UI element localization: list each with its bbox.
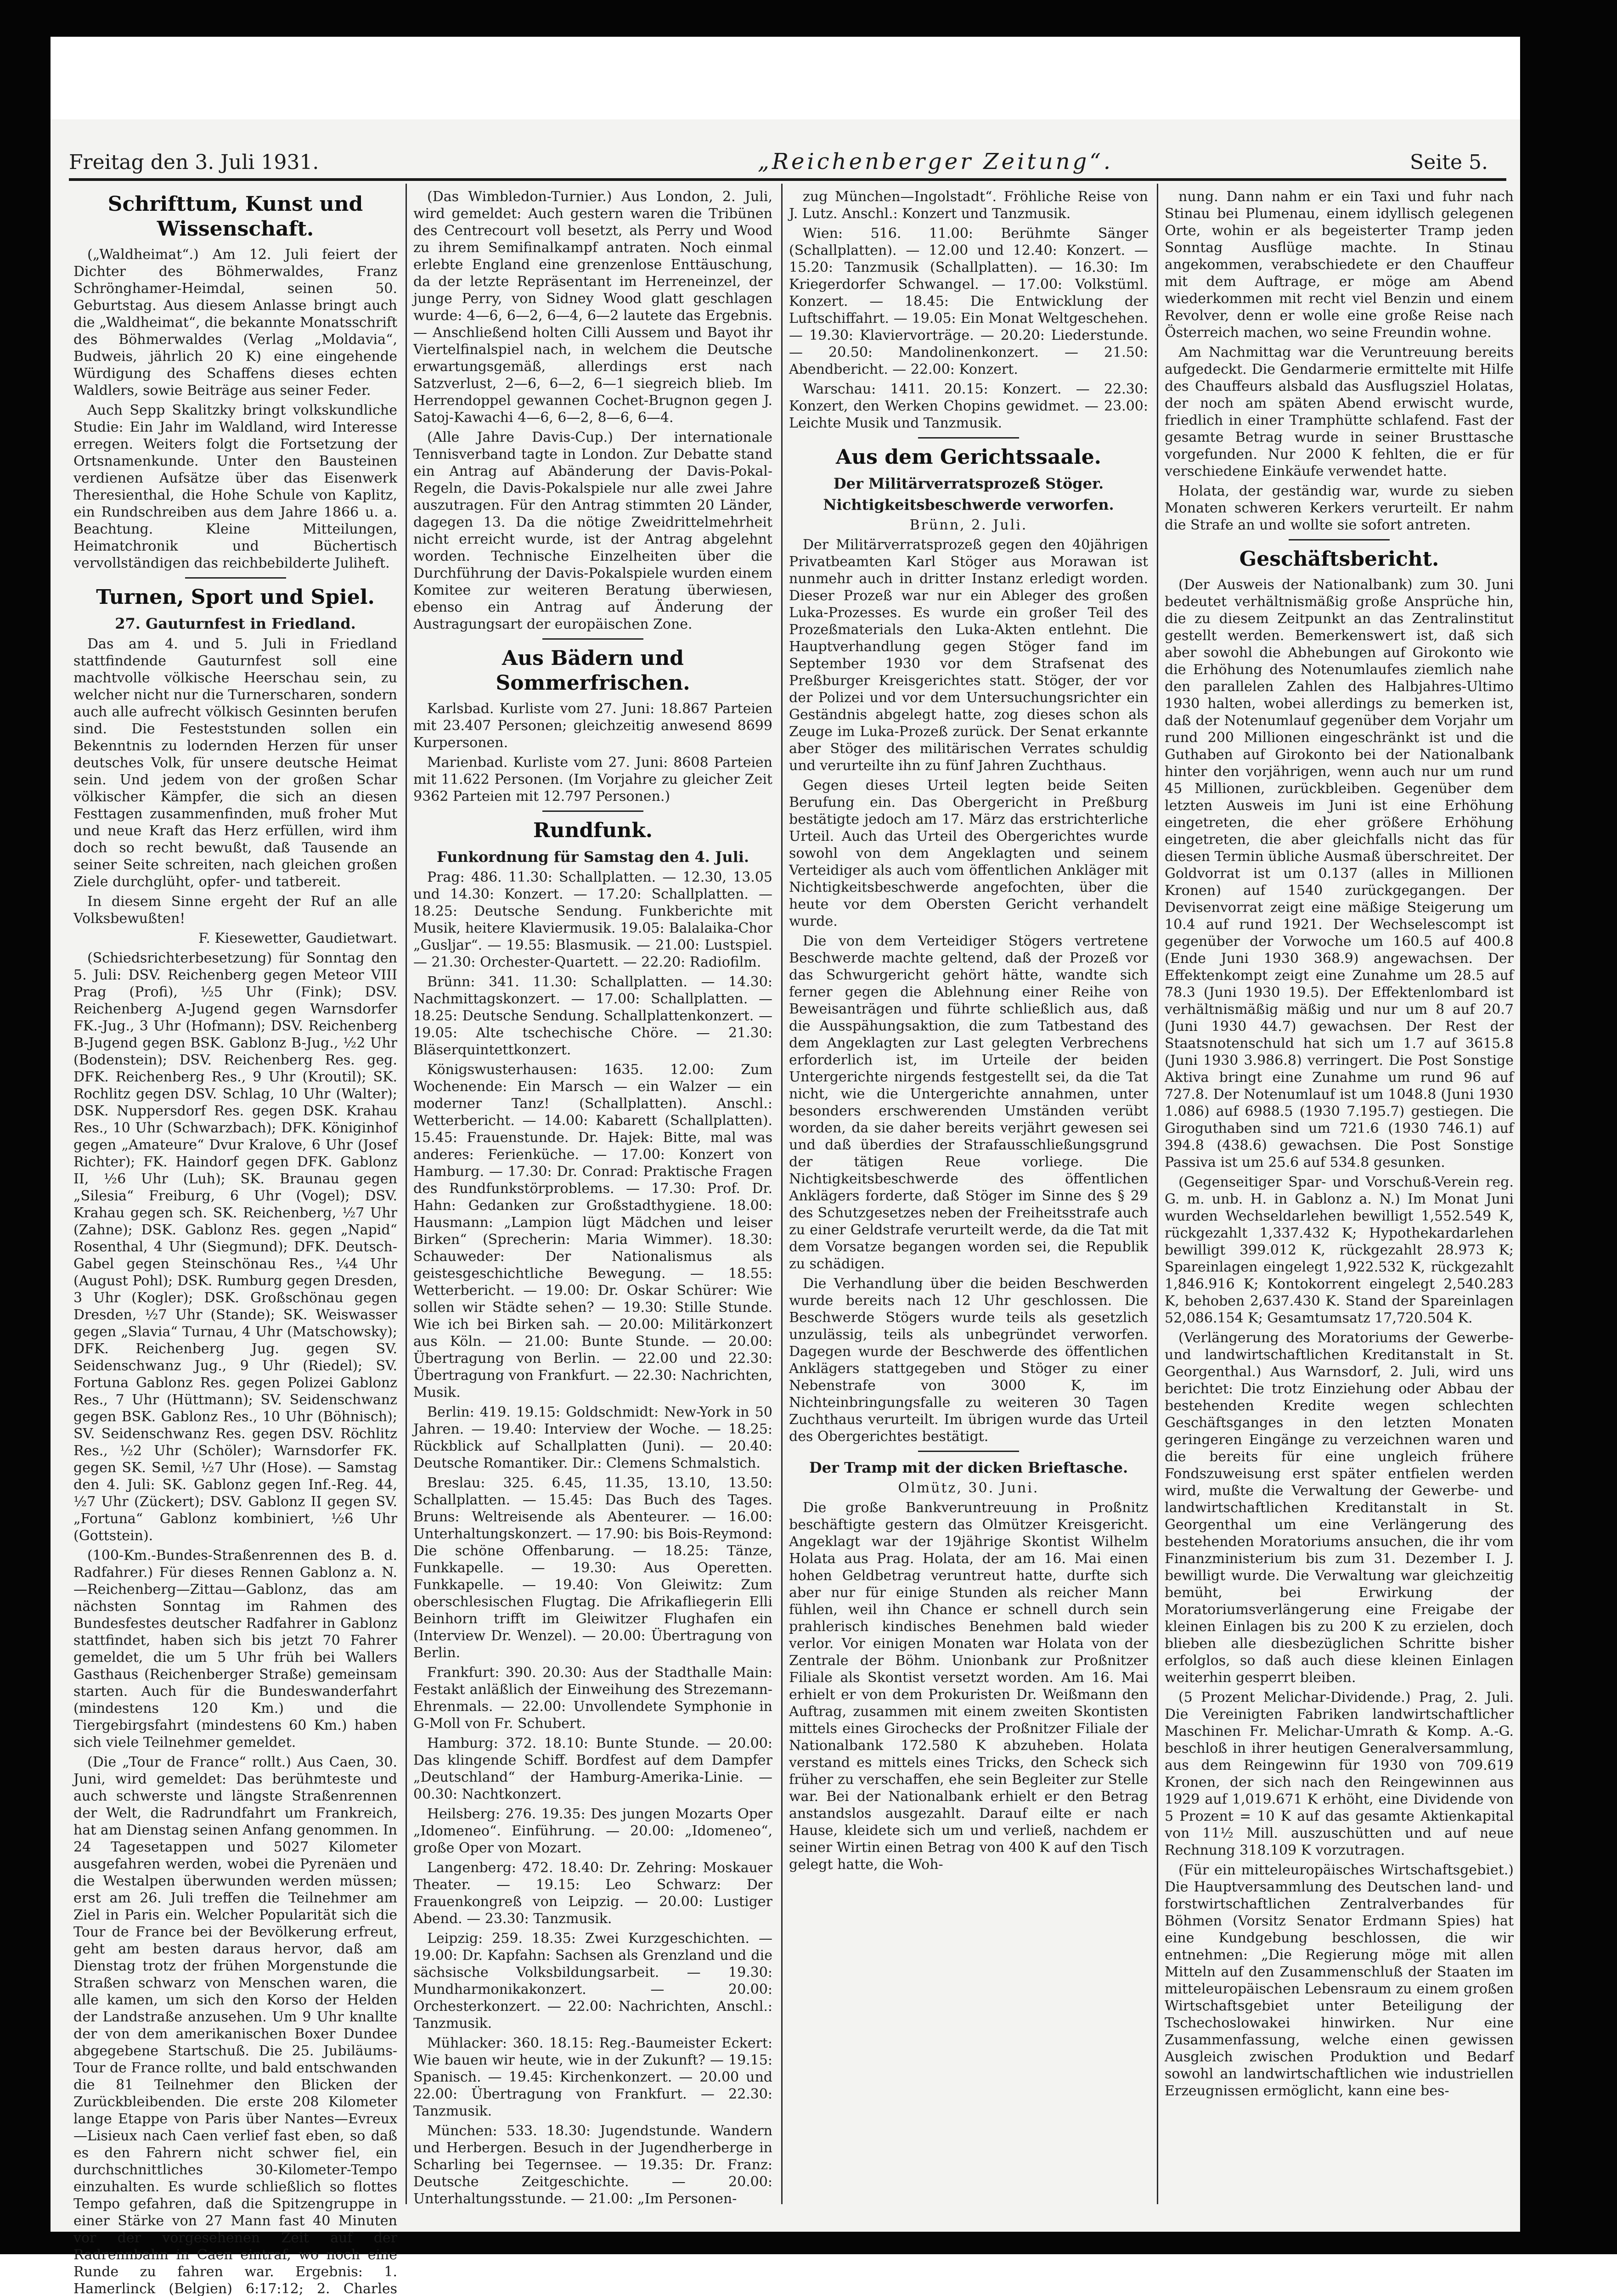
scan-border-right	[1520, 0, 1617, 2254]
scan-border-top	[0, 0, 1617, 37]
article-paragraph: Karlsbad. Kurliste vom 27. Juni: 18.867 Parteien mit 23.407 Personen; gleichzeitig anwesend 8699 Kurpersonen.	[413, 701, 772, 751]
article-paragraph: (Verlängerung des Moratoriums der Gewerbe- und landwirtschaftlichen Kreditanstalt in St. Georgenthal.) Aus Warnsdorf, 2. Juli, wird uns berichtet: Die trotz Einziehung oder Abbau der bestehenden Kredite wegen schlechten Geschäftsganges in den letzten Monaten geringeren Eingänge zu verzeichnen waren und die bereits für eine ungleich frühere Fondszuweisung erst später entfielen werden wird, mußte die Verwaltung der Gewerbe- und landwirtschaftlichen Kreditanstalt in St. Georgenthal um eine Verlängerung des bestehenden Moratoriums ansuchen, die ihr vom Finanzministerium bis zum 31. Dezember I. J. bewilligt wurde. Die Verwaltung war gleichzeitig bemüht, bei Erwirkung der Moratoriumsverlängerung eine Freigabe der kleinen Einlagen bis zu 200 K zu erzielen, doch blieben alle diesbezüglichen Schritte bisher erfolglos, so daß auch diese kleinen Einlagen weiterhin gesperrt bleiben.	[1165, 1330, 1514, 1686]
page-number: Seite 5.	[1410, 151, 1488, 174]
article-paragraph: Die von dem Verteidiger Stögers vertretene Beschwerde machte geltend, daß der Prozeß vor das Schwurgericht gehört hätte, wandte sich ferner gegen die Ablehnung einer Reihe von Beweisanträgen und führte schließlich aus, daß die Ausspähungsaktion, die zum Tatbestand des dem Angeklagten zur Last gelegten Verbrechens erforderlich ist, im Urteile der beiden Untergerichte nirgends festgestellt sei, da die Tat nicht, wie die Untergerichte annahmen, unter besonders erschwerenden Umständen verübt worden, da sie daher bereits verjährt gewesen sei und daß überdies der Strafausschließungsgrund der tätigen Reue vorliege. Die Nichtigkeitsbeschwerde des öffentlichen Anklägers forderte, daß Stöger im Sinne des § 29 des Schutzgesetzes neben der Freiheitsstrafe auch zu einer Geldstrafe verurteilt werde, da die Tat mit dem Vorsatze begangen worden sei, die Republik zu schädigen.	[789, 933, 1148, 1272]
section-heading-business: Geschäftsbericht.	[1239, 547, 1439, 571]
radio-listing: Königswusterhausen: 1635. 12.00: Zum Wochenende: Ein Marsch — ein Walzer — ein moderner Tanz! (Schallplatten). Anschl.: Wetterbericht. — 14.00: Kabarett (Schallplatten). 15.45: Frauenstunde. Dr. Hajek: Bitte, mal was anderes: Ferienküche. — 17.00: Konzert von Hamburg. — 17.30: Dr. Conrad: Praktische Fragen des Rundfunkstörproblems. — 17.30: Prof. Dr. Hahn: Gedanken zur Großstadthygiene. 18.00: Hausmann: „Lampion lügt Mädchen und leiser Birken“ (Sprecherin: Maria Wimmer). 18.30: Schauweder: Der Nationalismus als geistesgeschichtliche Bewegung. — 18.55: Wetterbericht. — 19.00: Dr. Oskar Schürer: Wie sollen wir Städte sehen? — 19.30: Stille Stunde. Wie ich bei Birken sah. — 20.00: Militärkonzert aus Köln. — 21.00: Bunte Stunde. — 20.00: Übertragung von Berlin. — 22.00 und 22.30: Übertragung von Frankfurt. — 22.30: Nachrichten, Musik.	[413, 1062, 772, 1401]
article-heading: 27. Gauturnfest in Friedland.	[115, 615, 356, 632]
section-divider	[1289, 539, 1390, 540]
article-paragraph: Die Verhandlung über die beiden Beschwerden wurde bereits nach 12 Uhr geschlossen. Die Beschwerde Stögers wurde teils als gesetzlich unzulässig, teils als unbegründet verworfen. Dagegen wurde der Beschwerde des öffentlichen Anklägers stattgegeben und Stöger zu einer Nebenstrafe von 3000 K, im Nichteinbringungsfalle zu weiteren 30 Tagen Zuchthaus verurteilt. Im übrigen wurde das Urteil des Obergerichtes bestätigt.	[789, 1276, 1148, 1445]
radio-listing: Hamburg: 372. 18.10: Bunte Stunde. — 20.00: Das klingende Schiff. Bordfest auf dem Dampfer „Deutschland“ der Hamburg-Amerika-Linie. — 00.30: Nachtkonzert.	[413, 1735, 772, 1802]
scan-border-left	[0, 0, 51, 2254]
column-1	[73, 188, 397, 2296]
section-divider	[185, 577, 286, 579]
radio-listing: Warschau: 1411. 20.15: Konzert. — 22.30: Konzert, den Werken Chopins gewidmet. — 23.00: Leichte Musik und Tanzmusik.	[789, 381, 1148, 431]
section-heading-radio: Rundfunk.	[533, 819, 653, 842]
radio-listing: Berlin: 419. 19.15: Goldschmidt: New-York in 50 Jahren. — 19.40: Interview der Woche. — 18.25: Rückblick auf Schallplatten (Juni). — 20.40: Deutsche Romantiker. Dir.: Clemens Schmalstich.	[413, 1404, 772, 1471]
article-paragraph: (Gegenseitiger Spar- und Vorschuß-Verein reg. G. m. unb. H. in Gablonz a. N.) Im Monat Juni wurden Wechseldarlehen bewilligt 1,552.549 K, rückgezahlt 1,337.432 K; Hypothekardarlehen bewilligt 399.012 K, rückgezahlt 28.973 K; Spareinlagen eingelegt 1,922.532 K, rückgezahlt 1,846.916 K; Kontokorrent eingelegt 2,540.283 K, behoben 2,637.430 K. Stand der Spareinlagen 52,086.154 K; Gesamtumsatz 17,720.504 K.	[1165, 1174, 1514, 1326]
radio-listing: Breslau: 325. 6.45, 11.35, 13.10, 13.50: Schallplatten. — 15.45: Das Buch des Tages. Bruns: Weltreisende als Abenteurer. — 16.00: Unterhaltungskonzert. — 17.90: bis Bois-Reymond: Die schöne Offenbarung. — 18.25: Tänze, Funkkapelle. — 19.30: Aus Operetten. Funkkapelle. — 19.40: Von Gleiwitz: Zum oberschlesischen Flugtag. Die Afrikafliegerin Elli Beinhorn trifft im Gleiwitzer Flughafen ein (Interview Dr. Wenzel). — 20.00: Übertragung von Berlin.	[413, 1475, 772, 1661]
radio-listing: Wien: 516. 11.00: Berühmte Sänger (Schallplatten). — 12.00 und 12.40: Konzert. — 15.20: Tanzmusik (Schallplatten). — 16.30: Im Kriegerdorfer Schwangel. — 17.00: Volkstüml. Konzert. — 18.45: Die Entwicklung der Luftschiffahrt. — 19.05: Ein Monat Weltgeschehen. — 19.30: Klaviervorträge. — 20.20: Liederstunde. — 20.50: Mandolinenkonzert. — 21.50: Abendbericht. — 22.00: Konzert.	[789, 225, 1148, 377]
article-dateline: Brünn, 2. Juli.	[909, 517, 1028, 533]
article-paragraph: Marienbad. Kurliste vom 27. Juni: 8608 Parteien mit 11.622 Personen. (Im Vorjahre zu gleicher Zeit 9362 Parteien mit 12.797 Personen.)	[413, 754, 772, 805]
radio-listing: Frankfurt: 390. 20.30: Aus der Stadthalle Main: Festakt anläßlich der Einweihung des Strezemann-Ehrenmals. — 22.00: Unvollendete Symphonie in G-Moll von Fr. Schubert.	[413, 1665, 772, 1732]
article-paragraph: (5 Prozent Melichar-Dividende.) Prag, 2. Juli. Die Vereinigten Fabriken landwirtschaftlicher Maschinen Fr. Melichar-Umrath & Komp. A.-G. beschloß in ihrer heutigen Generalversammlung, aus dem Reingewinn für 1930 von 709.619 Kronen, der sich nach den Reingewinnen aus 1929 auf 1,019.671 K erhöht, eine Dividende von 5 Prozent = 10 K auf das gesamte Aktienkapital von 11½ Mill. auszuschütten und auf neue Rechnung 318.109 K vorzutragen.	[1165, 1689, 1514, 1858]
newspaper-title: „Reichenberger Zeitung“.	[758, 149, 1114, 174]
article-paragraph: (Alle Jahre Davis-Cup.) Der internationale Tennisverband tagte in London. Zur Debatte stand ein Antrag auf Abänderung der Davis-Pokal-Regeln, die Davis-Pokalspiele nur alle zwei Jahre auszutragen. Für den Antrag stimmten 20 Länder, dagegen 13. Da die nötige Zweidrittelmehrheit nicht erreicht wurde, ist der Antrag abgelehnt worden. Technische Einzelheiten über die Durchführung der Davis-Pokalspiele wurden einem Komitee zur weiteren Beratung überwiesen, ebenso ein Antrag auf Änderung der Austragungsart der europäischen Zone.	[413, 429, 772, 632]
radio-listing: zug München—Ingolstadt“. Fröhliche Reise von J. Lutz. Anschl.: Konzert und Tanzmusik.	[789, 189, 1148, 222]
section-heading-court: Aus dem Gerichtssaale.	[835, 445, 1101, 469]
column-separator	[781, 184, 783, 2204]
article-paragraph: Der Militärverratsprozeß gegen den 40jährigen Privatbeamten Karl Stöger aus Morawan ist nunmehr auch in dritter Instanz erledigt worden. Dieser Prozeß war nur ein Ableger des großen Luka-Prozesses. Es wurde ein großer Teil des Prozeßmaterials den Luka-Akten entlehnt. Die Hauptverhandlung gegen Stöger fand im September 1930 vor dem Strafsenat des Preßburger Kreisgerichtes statt. Stöger, der vor der Polizei und vor dem Untersuchungsrichter ein Geständnis abgelegt hatte, zog dieses schon als Zeuge im Luka-Prozeß zurück. Der Senat erkannte aber Stöger des militärischen Verrates schuldig und verurteilte ihn zu fünf Jahren Zuchthaus.	[789, 537, 1148, 774]
radio-listing: Mühlacker: 360. 18.15: Reg.-Baumeister Eckert: Wie bauen wir heute, wie in der Zukunft? — 19.15: Spanisch. — 19.45: Kirchenkonzert. — 20.00 und 22.00: Übertragung von Frankfurt. — 22.30: Tanzmusik.	[413, 2035, 772, 2119]
article-heading: Der Militärverratsprozeß Stöger.	[833, 475, 1104, 492]
article-paragraph: (Schiedsrichterbesetzung) für Sonntag den 5. Juli: DSV. Reichenberg gegen Meteor VIII Prag (Profi), ½5 Uhr (Fink); DSV. Reichenberg A-Jugend gegen Warnsdorfer FK.-Jug., 3 Uhr (Hofmann); DSV. Reichenberg B-Jugend gegen BSK. Gablonz B-Jug., ½2 Uhr (Bodenstein); DSV. Reichenberg Res. geg. DFK. Reichenberg Res., 9 Uhr (Kroutil); SK. Rochlitz gegen DSV. Schlag, 10 Uhr (Walter); DSK. Nuppersdorf Res. gegen DSK. Krahau Res., 10 Uhr (Schwarzbach); DFK. Königinhof gegen „Amateure“ Dvur Kralove, 6 Uhr (Josef Richter); FK. Haindorf gegen DFK. Gablonz II, ½6 Uhr (Luh); SK. Braunau gegen „Silesia“ Freiburg, 6 Uhr (Vogel); DSV. Krahau gegen sch. SK. Reichenberg, ½7 Uhr (Zahne); DSK. Gablonz Res. gegen „Napid“ Rosenthal, 4 Uhr (Siegmund); DFK. Deutsch-Gabel gegen Steinschönau Res., ¼4 Uhr (August Pohl); DSK. Rumburg gegen Dresden, 3 Uhr (Kogler); DSK. Großschönau gegen Dresden, ½7 Uhr (Stande); SK. Weiswasser gegen „Slavia“ Turnau, 4 Uhr (Matschowsky); DFK. Reichenberg Jug. gegen SV. Seidenschwanz Jug., 9 Uhr (Riedel); SV. Fortuna Gablonz Res. gegen Polizei Gablonz Res., 7 Uhr (Hüttmann); SV. Seidenschwanz gegen BSK. Gablonz Res., 10 Uhr (Böhnisch); SV. Seidenschwanz Res. gegen DSV. Röchlitz Res., ½2 Uhr (Schöler); Warnsdorfer FK. gegen SK. Semil, ½7 Uhr (Hose). — Samstag den 4. Juli: SK. Gablonz gegen Inf.-Reg. 44, ½7 Uhr (Zückert); DSV. Gablonz II gegen SV. „Fortuna“ Gablonz kombiniert, ½6 Uhr (Gottstein).	[73, 950, 397, 1544]
article-subheading: Nichtigkeitsbeschwerde verworfen.	[823, 496, 1114, 513]
section-divider	[542, 810, 643, 812]
section-divider	[542, 638, 643, 640]
column-3	[789, 188, 1148, 2213]
radio-listing: München: 533. 18.30: Jugendstunde. Wandern und Herbergen. Besuch in der Jugendherberge in Scharling bei Tegernsee. — 19.35: Dr. Franz: Deutsche Zeitgeschichte. — 20.00: Unterhaltungsstunde. — 21.00: „Im Personen-	[413, 2123, 772, 2207]
page-header	[69, 146, 1502, 183]
article-paragraph: nung. Dann nahm er ein Taxi und fuhr nach Stinau bei Plumenau, einem idyllisch gelegenen Orte, wohin er als begeisterter Tramp jeden Sonntag Ausflüge machte. In Stinau angekommen, verabschiedete er den Chauffeur mit dem Auftrage, er möge am Abend wiederkommen mit recht viel Benzin und einem Revolver, denn er wolle eine große Reise nach Österreich machen, wo seine Freundin wohne.	[1165, 189, 1514, 341]
article-paragraph: (100-Km.-Bundes-Straßenrennen des B. d. Radfahrer.) Für dieses Rennen Gablonz a. N.—Reichenberg—Zittau—Gablonz, das am nächsten Sonntag im Rahmen des Bundesfestes deutscher Radfahrer in Gablonz stattfindet, haben sich bis jetzt 70 Fahrer gemeldet, die um 5 Uhr früh bei Wallers Gasthaus (Reichenberger Straße) gemeinsam starten. Auch für die Bundeswanderfahrt (mindestens 120 Km.) und die Tiergebirgsfahrt (mindestens 60 Km.) haben sich viele Teilnehmer gemeldet.	[73, 1548, 397, 1750]
article-paragraph: Die große Bankveruntreuung in Proßnitz beschäftigte gestern das Olmützer Kreisgericht. Angeklagt war der 19jährige Skontist Wilhelm Holata aus Prag. Holata, der am 16. Mai einen hohen Geldbetrag veruntreut hatte, durfte sich aber nur für einige Stunden als reicher Mann fühlen, weil ihn Chance er schnell durch sein prahlerisch kindisches Benehmen bald wieder verlor. Vor einigen Monaten war Holata von der Zentrale der Böhm. Unionbank zur Proßnitzer Filiale als Skontist versetzt worden. Am 16. Mai erhielt er von dem Prokuristen Dr. Weißmann den Auftrag, zusammen mit einem zweiten Skontisten mittels eines Girochecks der Proßnitzer Filiale der Nationalbank 172.580 K abzuheben. Holata verstand es mittels eines Tricks, den Scheck sich früher zu verschaffen, ehe sein Begleiter zur Stelle war. Bei der Nationalbank erhielt er den Betrag anstandslos ausgezahlt. Darauf eilte er nach Hause, kleidete sich um und verließ, nachdem er seiner Wirtin einen Betrag von 400 K auf den Tisch gelegt hatte, die Woh-	[789, 1500, 1148, 1873]
article-paragraph: Holata, der geständig war, wurde zu sieben Monaten schweren Kerkers verurteilt. Er nahm die Strafe an und wollte sie sofort antreten.	[1165, 483, 1514, 533]
radio-listing: Prag: 486. 11.30: Schallplatten. — 12.30, 13.05 und 14.30: Konzert. — 17.20: Schallplatten. — 18.25: Deutsche Sendung. Funkberichte mit Musik, heitere Klaviermusik. 19.05: Balalaika-Chor „Gusljar“. — 19.55: Blasmusik. — 21.00: Lustspiel. — 21.30: Orchester-Quartett. — 22.20: Radiofilm.	[413, 869, 772, 970]
article-signature: F. Kiesewetter, Gaudietwart.	[198, 930, 397, 946]
section-heading-spas: Aus Bädern und Sommerfrischen.	[496, 647, 690, 695]
column-4	[1165, 188, 1514, 2213]
column-2	[413, 188, 772, 2213]
article-heading: Der Tramp mit der dicken Brieftasche.	[809, 1459, 1128, 1476]
article-paragraph: („Waldheimat“.) Am 12. Juli feiert der Dichter des Böhmerwaldes, Franz Schrönghamer-Heimdal, seinen 50. Geburtstag. Aus diesem Anlasse bringt auch die „Waldheimat“, die bekannte Monatsschrift des Böhmerwaldes (Verlag „Moldavia“, Budweis, jährlich 20 K) eine eingehende Würdigung des Schaffens dieses echten Waldlers, sowie Beiträge aus seiner Feder.	[73, 247, 397, 399]
radio-listing: Heilsberg: 276. 19.35: Des jungen Mozarts Oper „Idomeneo“. Einführung. — 20.00: „Idomeneo“, große Oper von Mozart.	[413, 1806, 772, 1856]
article-paragraph: (Das Wimbledon-Turnier.) Aus London, 2. Juli, wird gemeldet: Auch gestern waren die Tribünen des Centrecourt voll besetzt, als Perry und Wood zu ihrem Semifinalkampf antraten. Noch einmal erlebte England eine grenzenlose Enttäuschung, da der letzte Repräsentant im Herreneinzel, der junge Perry, von Sidney Wood glatt geschlagen wurde: 4—6, 6—2, 6—4, 6—2 lautete das Ergebnis. — Anschließend holten Cilli Aussem und Bayot ihr Viertelfinalspiel nach, in welchem die Deutsche erwartungsgemäß, allerdings erst nach Satzverlust, 2—6, 6—2, 6—1 siegreich blieb. Im Herrendoppel gewannen Cochet-Brugnon gegen J. Satoj-Kawachi 4—6, 6—2, 8—6, 6—4.	[413, 189, 772, 426]
radio-listing: Brünn: 341. 11.30: Schallplatten. — 14.30: Nachmittagskonzert. — 17.00: Schallplatten. — 18.25: Deutsche Sendung. Schallplattenkonzert. — 19.05: Alte tschechische Chöre. — 21.30: Bläserquintettkonzert.	[413, 974, 772, 1058]
article-paragraph: (Für ein mitteleuropäisches Wirtschaftsgebiet.) Die Hauptversammlung des Deutschen land- und forstwirtschaftlichen Zentralverbandes für Böhmen (Vorsitz Senator Erdmann Spies) hat eine Kundgebung beschlossen, die wir entnehmen: „Die Regierung möge mit allen Mitteln auf den Zusammenschluß der Staaten im mitteleuropäischen Lebensraum zu einem großen Wirtschaftsgebiet unter Beteiligung der Tschechoslowakei hinwirken. Nur eine Zusammenfassung, welche einen gewissen Ausgleich zwischen Produktion und Bedarf sowohl an landwirtschaftlichen wie industriellen Erzeugnissen ermöglicht, kann eine bes-	[1165, 1862, 1514, 2099]
article-paragraph: Am Nachmittag war die Veruntreuung bereits aufgedeckt. Die Gendarmerie ermittelte mit Hilfe des Chauffeurs alsbald das Ausflugsziel Holatas, der noch am späten Abend erwischt wurde, friedlich in einer Tramphütte schlafend. Fast der gesamte Betrag wurde in seiner Brusttasche vorgefunden. Nur 2000 K fehlten, die er für verschiedene Einkäufe verwendet hatte.	[1165, 344, 1514, 479]
header-rule	[69, 178, 1506, 181]
article-heading: Funkordnung für Samstag den 4. Juli.	[436, 848, 749, 866]
column-separator	[406, 184, 407, 2204]
article-paragraph: Gegen dieses Urteil legten beide Seiten Berufung ein. Das Obergericht in Preßburg bestätigte jedoch am 17. März das erstrichterliche Urteil. Auch das Urteil des Obergerichtes wurde sowohl von dem Angeklagten und seinem Verteidiger als auch vom öffentlichen Ankläger mit Nichtigkeitsbeschwerde angefochten, über die heute vor dem Obersten Gericht verhandelt wurde.	[789, 777, 1148, 929]
article-dateline: Olmütz, 30. Juni.	[898, 1480, 1039, 1496]
issue-date: Freitag den 3. Juli 1931.	[69, 151, 319, 174]
article-paragraph: Auch Sepp Skalitzky bringt volkskundliche Studie: Ein Jahr im Waldland, wird Interesse erregen. Weiters folgt die Fortsetzung der Ortsnamenkunde. Unter den Bausteinen verdienen Aufsätze über das Eisenwerk Theresienthal, die Hohe Schule von Kaplitz, ein Rundschreiben aus dem Jahre 1866 u. a. Beachtung. Kleine Mitteilungen, Heimatchronik und Büchertisch vervollständigen das reichbebilderte Juliheft.	[73, 402, 397, 571]
column-separator	[1157, 184, 1158, 2204]
article-paragraph: In diesem Sinne ergeht der Ruf an alle Volksbewußten!	[73, 894, 397, 927]
section-divider	[918, 437, 1019, 439]
section-heading-sport: Turnen, Sport und Spiel.	[96, 585, 375, 609]
radio-listing: Langenberg: 472. 18.40: Dr. Zehring: Moskauer Theater. — 19.15: Leo Schwarz: Der Frauenkongreß von Leipzig. — 20.00: Lustiger Abend. — 23.30: Tanzmusik.	[413, 1860, 772, 1927]
radio-listing: Leipzig: 259. 18.35: Zwei Kurzgeschichten. — 19.00: Dr. Kapfahn: Sachsen als Grenzland und die sächsische Volksbildungsarbeit. — 19.30: Mundharmonikakonzert. — 20.00: Orchesterkonzert. — 22.00: Nachrichten, Anschl.: Tanzmusik.	[413, 1930, 772, 2032]
section-divider	[918, 1451, 1019, 1452]
article-paragraph: (Die „Tour de France“ rollt.) Aus Caen, 30. Juni, wird gemeldet: Das berühmteste und auch schwerste und längste Straßenrennen der Welt, die Radrundfahrt um Frankreich, hat am Dienstag seinen Anfang genommen. In 24 Tagesetappen und 5027 Kilometer ausgefahren werden, wobei die Pyrenäen und die Westalpen überwunden werden müssen; erst am 26. Juli treffen die Teilnehmer am Ziel in Paris ein. Welcher Popularität sich die Tour de France bei der Bevölkerung erfreut, geht am besten daraus hervor, daß am Dienstag trotz der frühen Morgenstunde die Straßen schwarz von Menschen waren, die alle kamen, um sich den Korso der Helden der Landstraße anzusehen. Um 9 Uhr knallte der von dem amerikanischen Boxer Dundee abgegebene Startschuß. Die 25. Jubiläums-Tour de France rollte, und bald entschwanden die 81 Teilnehmer den Blicken der Zurückbleibenden. Die erste 208 Kilometer lange Etappe von Paris über Nantes—Evreux—Lisieux nach Caen verlief fast eben, so daß es den Fahrern nicht schwer fiel, ein durchschnittliches 30-Kilometer-Tempo einzuhalten. Es wurde schließlich so flottes Tempo gefahren, daß die Spitzengruppe in einer Stärke von 27 Mann fast 40 Minuten vor der vorgesehenen Zeit auf der Radrennbahn in Caen eintraf, wo noch eine Runde zu fahren war. Ergebnis: 1. Hamerlinck (Belgien) 6:17:12; 2. Charles	[73, 1754, 397, 2296]
section-heading-literature: Schrifttum, Kunst und Wissenschaft.	[107, 192, 363, 241]
article-paragraph: Das am 4. und 5. Juli in Friedland stattfindende Gauturnfest soll eine machtvolle völkische Heerschau sein, zu welcher nicht nur die Turnerscharen, sondern auch alle aufrecht völkisch Gesinnten berufen sind. Die Festeststunden sollen ein Bekenntnis zu lodernden Herzen für unser deutsches Volk, für unsere deutsche Heimat sein. Und jedem von der großen Schar völkischer Kämpfer, die sich an diesen Festtagen zusammenfinden, muß froher Mut und neue Kraft das Herz erfüllen, wird ihm doch so recht bewußt, daß Tausende an seiner Seite schreiten, nach gleichen großen Ziele durchglüht, opfer- und tatbereit.	[73, 636, 397, 890]
article-paragraph: (Der Ausweis der Nationalbank) zum 30. Juni bedeutet verhältnismäßig große Ansprüche hin, die zu diesem Zeitpunkt an das Zentralinstitut gestellt werden. Bemerkenswert ist, daß sich aber sowohl die Abhebungen auf Girokonto wie die Erhöhung des Notenumlaufes ziemlich nahe den parallelen Zahlen des Halbjahres-Ultimo 1930 halten, wobei allerdings zu bemerken ist, daß der Notenumlauf gegenüber dem Vorjahr um rund 200 Millionen eingeschränkt ist und die Guthaben auf Girokonto bei der Nationalbank hinter den vorjährigen, wenn auch nur um rund 45 Millionen, zurückbleiben. Gegenüber dem letzten Ausweis im Juni ist eine Erhöhung eingetreten, die eher größere Erhöhung eingetreten, die aber gleichfalls nicht das für diesen Termin übliche Ausmaß überschreitet. Der Goldvorrat ist um 0.137 (alles in Millionen Kronen) auf 1540 zurückgegangen. Der Devisenvorrat zeigt eine mäßige Steigerung um 10.4 auf rund 1921. Der Wechselescompt ist gegenüber der Vorwoche um 160.5 auf 400.8 (Ende Juni 1930 368.9) angewachsen. Der Effektenkompt zeigt eine Zunahme um 28.5 auf 78.3 (Juni 1930 19.5). Der Effektenlombard ist verhältnismäßig mäßig und nur um 8 auf 20.7 (Juni 1930 44.7) gewachsen. Der Rest der Staatsnotenschuld hat sich um 1.7 auf 3615.8 (Juni 1930 3.986.8) verringert. Die Post Sonstige Aktiva bringt eine Zunahme um rund 96 auf 727.8. Der Notenumlauf ist um 1048.8 (Juni 1930 1.086) auf 6988.5 (1930 7.195.7) gestiegen. Die Giroguthaben sind um 721.6 (1930 746.1) auf 394.8 (438.6) gewachsen. Die Post Sonstige Passiva ist um 25.6 auf 534.8 gesunken.	[1165, 577, 1514, 1171]
